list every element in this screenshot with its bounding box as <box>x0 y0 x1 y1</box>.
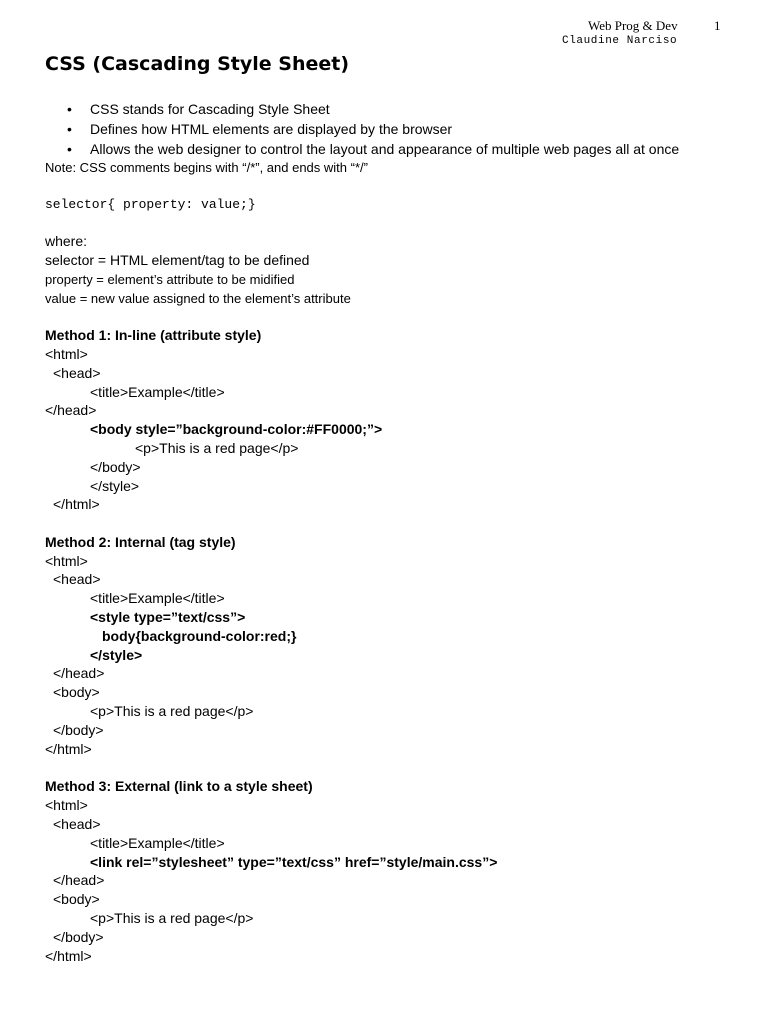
code-line: <p>This is a red page</p> <box>135 440 299 456</box>
code-line: </body> <box>90 459 141 475</box>
code-line: </head> <box>53 665 105 681</box>
page-title: CSS (Cascading Style Sheet) <box>45 53 350 75</box>
code-line: <title>Example</title> <box>90 384 225 400</box>
code-line: </html> <box>45 741 92 757</box>
code-line: </html> <box>53 496 100 512</box>
code-line: <body> <box>53 684 100 700</box>
bullet-list <box>45 99 679 159</box>
code-line: <html> <box>45 553 88 569</box>
method3-heading: Method 3: External (link to a style sheet) <box>45 778 313 794</box>
code-line: <head> <box>53 365 101 381</box>
code-line: </body> <box>53 929 104 945</box>
method2-heading: Method 2: Internal (tag style) <box>45 534 236 550</box>
header-page-number: 1 <box>714 18 721 33</box>
code-line: <p>This is a red page</p> <box>90 910 254 926</box>
code-line: <p>This is a red page</p> <box>90 703 254 719</box>
selector-definition: selector = HTML element/tag to be defined <box>45 252 310 268</box>
syntax-code: selector{ property: value;} <box>45 197 256 212</box>
header-course: Web Prog & Dev <box>588 18 678 33</box>
code-line: </html> <box>45 948 92 964</box>
code-line: <html> <box>45 797 88 813</box>
header-author: Claudine Narciso <box>562 35 678 47</box>
bullet-item: • CSS stands for Cascading Style Sheet <box>45 99 679 119</box>
code-line: <head> <box>53 816 101 832</box>
code-line: body{background-color:red;} <box>102 628 297 644</box>
code-line: <html> <box>45 346 88 362</box>
bullet-item: • Allows the web designer to control the layout and appearance of multiple web pages all at once <box>45 139 679 159</box>
code-line: <link rel=”stylesheet” type=”text/css” href=”style/main.css”> <box>90 854 498 870</box>
code-line: </head> <box>45 402 97 418</box>
property-definition: property = element’s attribute to be midified <box>45 272 295 287</box>
code-line: <title>Example</title> <box>90 590 225 606</box>
code-line: </style> <box>90 647 143 663</box>
code-line: <body style=”background-color:#FF0000;”> <box>90 421 383 437</box>
code-line: </style> <box>90 478 140 494</box>
code-line: </body> <box>53 722 104 738</box>
code-line: <title>Example</title> <box>90 835 225 851</box>
bullet-item: • Defines how HTML elements are displayed by the browser <box>45 119 679 139</box>
method1-heading: Method 1: In-line (attribute style) <box>45 327 262 343</box>
value-definition: value = new value assigned to the element’s attribute <box>45 291 351 306</box>
code-line: </head> <box>53 872 105 888</box>
code-line: <body> <box>53 891 100 907</box>
where-label: where: <box>45 233 88 249</box>
code-line: <head> <box>53 571 101 587</box>
note-text: Note: CSS comments begins with “/*”, and ends with “*/” <box>45 160 368 175</box>
code-line: <style type=”text/css”> <box>90 609 246 625</box>
